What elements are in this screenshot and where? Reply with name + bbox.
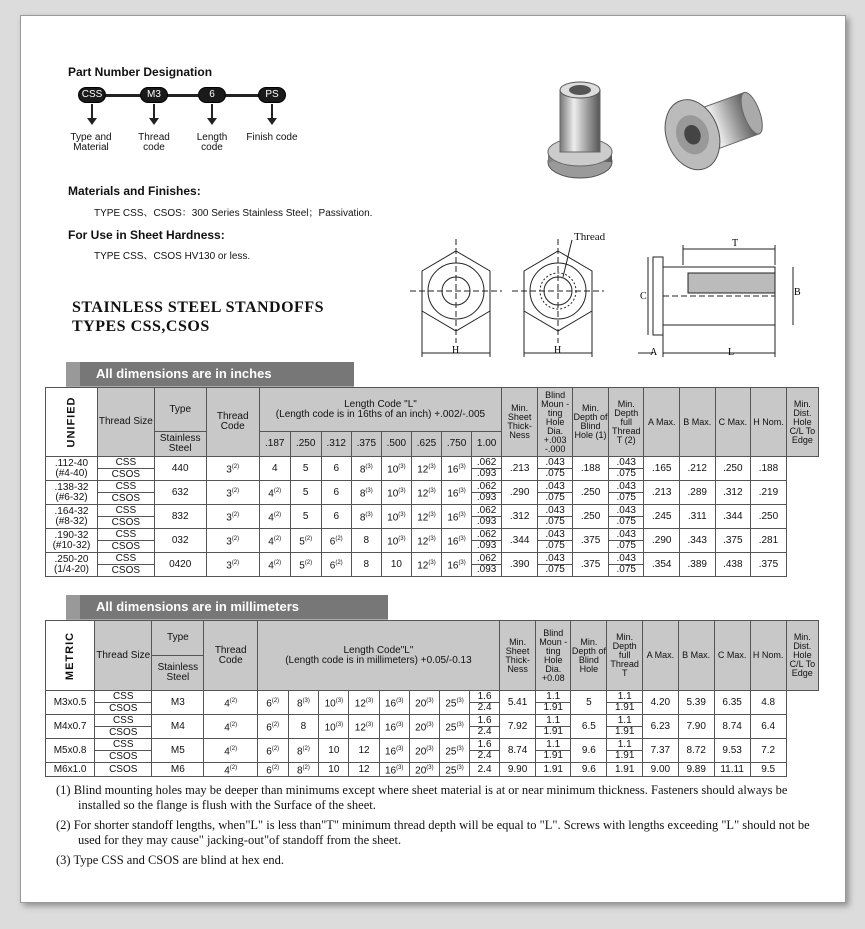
depth-cell: .043 .075 — [538, 553, 573, 577]
hdr-b: B Max. — [678, 621, 714, 691]
hdr-type: Type — [154, 388, 206, 432]
b-cell: .354 — [644, 553, 680, 577]
length-cell: 12$^{(3)}$ — [411, 481, 441, 505]
depth-cell: .043 .075 — [538, 481, 573, 505]
type-cell: CSOS — [98, 541, 155, 553]
length-col: .375 — [351, 432, 381, 457]
type-cell: CSS — [98, 505, 155, 517]
length-cell: 16$^{(3)}$ — [379, 715, 409, 739]
e-cell: .250 — [751, 505, 787, 529]
h-cell: 9.53 — [714, 739, 750, 763]
thread-code-cell: 032 — [154, 529, 206, 553]
a-cell: .043 .075 — [609, 553, 644, 577]
length-cell: 6 — [321, 505, 351, 529]
c-cell: .212 — [680, 457, 716, 481]
h-cell: .312 — [715, 481, 751, 505]
length-col: .625 — [411, 432, 441, 457]
label-thread-code: Thread code — [138, 132, 170, 153]
table-row — [46, 691, 819, 703]
thread-label: Thread — [574, 231, 606, 243]
depth-cell: .043 .075 — [538, 457, 573, 481]
length-cell: 16$^{(3)}$ — [442, 529, 472, 553]
sheet-cell: .062 .093 — [472, 505, 502, 529]
table-row — [46, 457, 819, 469]
length-cell: 10$^{(3)}$ — [319, 691, 349, 715]
length-cell: 10 — [381, 553, 411, 577]
dim-label-h1: H — [452, 345, 460, 356]
t-cell: 9.6 — [571, 763, 607, 777]
length-cell: 10 — [319, 739, 349, 763]
length-col: .250 — [290, 432, 321, 457]
hdr-type: Type — [152, 621, 204, 656]
length-cell: 16$^{(3)}$ — [442, 457, 472, 481]
length-cell: 12$^{(3)}$ — [411, 529, 441, 553]
a-cell: 1.1 1.91 — [607, 715, 643, 739]
type-cell: CSOS — [95, 751, 152, 763]
length-cell: 4$^{(2)}$ — [259, 529, 290, 553]
length-col: .750 — [442, 432, 472, 457]
hdr-min-depth-thread: Min. Depth full Thread T — [607, 621, 643, 691]
length-cell: 4$^{(2)}$ — [204, 739, 257, 763]
t-cell: .188 — [573, 457, 609, 481]
label-type-material: Type and Material — [70, 132, 112, 153]
thread-code-cell: M3 — [152, 691, 204, 715]
length-cell: 10$^{(3)}$ — [381, 457, 411, 481]
length-cell: 8$^{(3)}$ — [351, 505, 381, 529]
hdr-blind-hole: Blind Moun -ting Hole Dia. +0.08 — [536, 621, 571, 691]
inches-banner: All dimensions are in inches — [66, 362, 354, 386]
a-cell: 1.1 1.91 — [607, 691, 643, 715]
h-cell: 6.35 — [714, 691, 750, 715]
length-cell: 10$^{(3)}$ — [381, 529, 411, 553]
label-finish-code: Finish code — [246, 132, 298, 143]
length-cell: 16$^{(3)}$ — [442, 505, 472, 529]
inches-table — [45, 387, 819, 577]
table-row — [46, 481, 819, 493]
length-cell: 16$^{(3)}$ — [442, 481, 472, 505]
length-cell: 5 — [290, 457, 321, 481]
type-cell: CSS — [98, 529, 155, 541]
type-cell: CSS — [95, 715, 152, 727]
length-cell: 16$^{(3)}$ — [379, 739, 409, 763]
sheet-cell: 1.6 2.4 — [470, 739, 500, 763]
hdr-length-code: Length Code "L" (Length code is in 16ths of an inch) +.002/-.005 — [259, 388, 501, 432]
sheet-cell: 1.6 2.4 — [470, 691, 500, 715]
length-cell: 8$^{(3)}$ — [288, 691, 319, 715]
thread-size-cell: M5x0.8 — [46, 739, 95, 763]
footnote-3: (3) Type CSS and CSOS are blind at hex end. — [56, 853, 285, 867]
thread-code-cell: M4 — [152, 715, 204, 739]
length-cell: 12$^{(3)}$ — [411, 553, 441, 577]
length-cell: 6 — [321, 457, 351, 481]
blind-cell: .344 — [502, 529, 538, 553]
type-cell: CSS — [98, 457, 155, 469]
footnote-2: (2) For shorter standoff lengths, when"L" is less than"T" minimum thread depth will be equal to "L". Screws with lengths exceeding "L" should not be used for they may cause" jacking-out"of standoff from the sheet. — [56, 818, 810, 847]
length-cell: 5 — [290, 481, 321, 505]
t-cell: .250 — [573, 481, 609, 505]
length-cell: 16$^{(3)}$ — [379, 763, 409, 777]
e-cell: 4.8 — [750, 691, 786, 715]
b-cell: 7.37 — [642, 739, 678, 763]
hdr-c: C Max. — [715, 388, 751, 457]
down-arrow-icon — [86, 104, 98, 126]
thread-code-cell: 0420 — [154, 553, 206, 577]
type-cell: CSS — [95, 691, 152, 703]
length-cell: 25$^{(3)}$ — [439, 715, 469, 739]
b-cell: .213 — [644, 481, 680, 505]
blind-cell: 9.90 — [499, 763, 535, 777]
thread-size-cell: M6x1.0 — [46, 763, 95, 777]
hdr-min-dist: Min. Dist. Hole C/L To Edge — [786, 388, 818, 457]
hdr-min-dist: Min. Dist. Hole C/L To Edge — [786, 621, 818, 691]
b-cell: 4.20 — [642, 691, 678, 715]
type-cell: CSOS — [98, 565, 155, 577]
hdr-length-code: Length Code"L" (Length code is in millimeters) +0.05/-0.13 — [257, 621, 499, 691]
length-cell: 12$^{(3)}$ — [411, 505, 441, 529]
thread-size-cell: .190-32 (#10-32) — [46, 529, 98, 553]
length-cell: 6$^{(2)}$ — [321, 553, 351, 577]
a-cell: .043 .075 — [609, 505, 644, 529]
thread-size-cell: .112-40 (#4-40) — [46, 457, 98, 481]
thread-size-cell: .250-20 (1/4-20) — [46, 553, 98, 577]
c-cell: 8.72 — [678, 739, 714, 763]
length-cell: 25$^{(3)}$ — [439, 739, 469, 763]
length-col: .500 — [381, 432, 411, 457]
hardness-title: For Use in Sheet Hardness: — [68, 228, 225, 242]
length-cell: 16$^{(3)}$ — [379, 691, 409, 715]
length-cell: 4$^{(2)}$ — [259, 553, 290, 577]
b-cell: .165 — [644, 457, 680, 481]
sheet-cell: 2.4 — [470, 763, 500, 777]
blind-cell: 7.92 — [499, 715, 535, 739]
hdr-min-depth: Min. Depth of Blind Hole — [571, 621, 607, 691]
blind-cell: 8.74 — [499, 739, 535, 763]
length-cell: 6$^{(2)}$ — [257, 691, 288, 715]
technical-drawing-image — [408, 235, 828, 365]
e-cell: 6.4 — [750, 715, 786, 739]
hdr-thread-size: Thread Size — [98, 388, 155, 457]
length-cell: 10$^{(3)}$ — [381, 481, 411, 505]
dim-label-c: C — [640, 291, 647, 302]
depth-cell: 1.1 1.91 — [536, 691, 571, 715]
t-cell: 6.5 — [571, 715, 607, 739]
hdr-a: A Max. — [644, 388, 680, 457]
unified-side-label: UNIFIED — [46, 388, 98, 457]
a-cell: 1.1 1.91 — [607, 739, 643, 763]
length-cell: 25$^{(3)}$ — [439, 763, 469, 777]
mm-table — [45, 620, 819, 777]
length-cell: 4$^{(2)}$ — [259, 481, 290, 505]
length-cell: 20$^{(3)}$ — [409, 739, 439, 763]
length-cell: 3$^{(2)}$ — [206, 481, 259, 505]
length-cell: 4$^{(2)}$ — [259, 505, 290, 529]
e-cell: .281 — [751, 529, 787, 553]
footnotes — [56, 783, 816, 873]
length-cell: 20$^{(3)}$ — [409, 715, 439, 739]
thread-code-cell: 832 — [154, 505, 206, 529]
h-cell: 11.11 — [714, 763, 750, 777]
dim-label-a: A — [650, 347, 658, 358]
depth-cell: 1.91 — [536, 763, 571, 777]
b-cell: 9.00 — [642, 763, 678, 777]
metric-side-label: METRIC — [46, 621, 95, 691]
blind-cell: 5.41 — [499, 691, 535, 715]
depth-cell: .043 .075 — [538, 505, 573, 529]
dim-label-t: T — [732, 238, 739, 249]
length-cell: 16$^{(3)}$ — [442, 553, 472, 577]
down-arrow-icon — [266, 104, 278, 126]
length-cell: 5$^{(2)}$ — [290, 529, 321, 553]
down-arrow-icon — [148, 104, 160, 126]
blind-cell: .213 — [502, 457, 538, 481]
a-cell: .043 .075 — [609, 457, 644, 481]
length-cell: 3$^{(2)}$ — [206, 457, 259, 481]
type-cell: CSOS — [95, 727, 152, 739]
hdr-thread-size: Thread Size — [95, 621, 152, 691]
thread-size-cell: .138-32 (#6-32) — [46, 481, 98, 505]
hdr-thread-code: Thread Code — [206, 388, 259, 457]
type-cell: CSS — [98, 553, 155, 565]
dim-label-b: B — [794, 287, 801, 298]
type-cell: CSS — [98, 481, 155, 493]
length-cell: 4$^{(2)}$ — [204, 715, 257, 739]
c-cell: .311 — [680, 505, 716, 529]
length-col: .312 — [321, 432, 351, 457]
length-cell: 12 — [349, 763, 379, 777]
blind-cell: .390 — [502, 553, 538, 577]
depth-cell: 1.1 1.91 — [536, 715, 571, 739]
sheet-cell: 1.6 2.4 — [470, 715, 500, 739]
length-cell: 8$^{(2)}$ — [288, 763, 319, 777]
e-cell: 7.2 — [750, 739, 786, 763]
length-cell: 12$^{(3)}$ — [411, 457, 441, 481]
length-cell: 3$^{(2)}$ — [206, 505, 259, 529]
length-cell: 6$^{(2)}$ — [257, 763, 288, 777]
hdr-stainless: Stainless Steel — [152, 656, 204, 691]
e-cell: .375 — [751, 553, 787, 577]
code-pill-finish: PS — [258, 87, 286, 103]
down-arrow-icon — [206, 104, 218, 126]
a-cell: 1.91 — [607, 763, 643, 777]
hdr-thread-code: Thread Code — [204, 621, 257, 691]
hdr-a: A Max. — [642, 621, 678, 691]
length-cell: 12$^{(3)}$ — [349, 691, 379, 715]
c-cell: 9.89 — [678, 763, 714, 777]
table-row — [46, 505, 819, 517]
code-pill-thread: M3 — [140, 87, 168, 103]
thread-size-cell: M4x0.7 — [46, 715, 95, 739]
t-cell: .250 — [573, 505, 609, 529]
hdr-h: H Nom. — [750, 621, 786, 691]
thread-size-cell: M3x0.5 — [46, 691, 95, 715]
materials-text: TYPE CSS、CSOS：300 Series Stainless Steel；Passivation. — [94, 208, 373, 219]
b-cell: .290 — [644, 529, 680, 553]
thread-code-cell: M5 — [152, 739, 204, 763]
length-cell: 12$^{(3)}$ — [349, 715, 379, 739]
c-cell: .343 — [680, 529, 716, 553]
dim-label-l: L — [728, 347, 735, 358]
length-cell: 12 — [349, 739, 379, 763]
hdr-stainless: Stainless Steel — [154, 432, 206, 457]
b-cell: .245 — [644, 505, 680, 529]
hdr-h: H Nom. — [751, 388, 787, 457]
mm-banner: All dimensions are in millimeters — [66, 595, 388, 619]
t-cell: .375 — [573, 529, 609, 553]
length-col: 1.00 — [472, 432, 502, 457]
code-pill-length: 6 — [198, 87, 226, 103]
hdr-min-sheet: Min. Sheet Thick- Ness — [499, 621, 535, 691]
t-cell: .375 — [573, 553, 609, 577]
length-cell: 5$^{(2)}$ — [290, 553, 321, 577]
length-cell: 6$^{(2)}$ — [257, 715, 288, 739]
h-cell: 8.74 — [714, 715, 750, 739]
length-cell: 4$^{(2)}$ — [204, 763, 257, 777]
a-cell: .043 .075 — [609, 481, 644, 505]
type-cell: CSOS — [98, 469, 155, 481]
dim-label-h2: H — [554, 345, 562, 356]
e-cell: .188 — [751, 457, 787, 481]
h-cell: .344 — [715, 505, 751, 529]
length-cell: 25$^{(3)}$ — [439, 691, 469, 715]
length-cell: 4 — [259, 457, 290, 481]
hdr-blind-hole: Blind Moun -ting Hole Dia. +.003 -.000 — [538, 388, 573, 457]
length-cell: 5 — [290, 505, 321, 529]
sheet-cell: .062 .093 — [472, 553, 502, 577]
depth-cell: .043 .075 — [538, 529, 573, 553]
length-cell: 8 — [288, 715, 319, 739]
length-cell: 6$^{(2)}$ — [257, 739, 288, 763]
length-col: .187 — [259, 432, 290, 457]
length-cell: 6$^{(2)}$ — [321, 529, 351, 553]
type-cell: CSOS — [95, 763, 152, 777]
table-row — [46, 763, 819, 777]
length-cell: 8 — [351, 529, 381, 553]
c-cell: .389 — [680, 553, 716, 577]
sheet-cell: .062 .093 — [472, 481, 502, 505]
part-number-line — [92, 94, 274, 97]
hdr-c: C Max. — [714, 621, 750, 691]
length-cell: 4$^{(2)}$ — [204, 691, 257, 715]
t-cell: 5 — [571, 691, 607, 715]
depth-cell: 1.1 1.91 — [536, 739, 571, 763]
product-photo-image — [540, 72, 770, 192]
type-cell: CSOS — [95, 703, 152, 715]
t-cell: 9.6 — [571, 739, 607, 763]
hdr-min-depth: Min. Depth of Blind Hole (1) — [573, 388, 609, 457]
hdr-b: B Max. — [680, 388, 716, 457]
h-cell: .375 — [715, 529, 751, 553]
main-title: STAINLESS STEEL STANDOFFS TYPES CSS,CSOS — [72, 299, 324, 335]
length-cell: 3$^{(2)}$ — [206, 529, 259, 553]
length-cell: 8 — [351, 553, 381, 577]
length-cell: 10$^{(3)}$ — [381, 505, 411, 529]
length-cell: 10$^{(3)}$ — [319, 715, 349, 739]
length-cell: 8$^{(3)}$ — [351, 481, 381, 505]
e-cell: 9.5 — [750, 763, 786, 777]
thread-code-cell: 632 — [154, 481, 206, 505]
b-cell: 6.23 — [642, 715, 678, 739]
h-cell: .438 — [715, 553, 751, 577]
c-cell: 7.90 — [678, 715, 714, 739]
type-cell: CSS — [95, 739, 152, 751]
length-cell: 8$^{(3)}$ — [351, 457, 381, 481]
materials-title: Materials and Finishes: — [68, 184, 201, 198]
c-cell: 5.39 — [678, 691, 714, 715]
table-row — [46, 553, 819, 565]
length-cell: 20$^{(3)}$ — [409, 763, 439, 777]
e-cell: .219 — [751, 481, 787, 505]
length-cell: 20$^{(3)}$ — [409, 691, 439, 715]
hdr-min-sheet: Min. Sheet Thick- Ness — [502, 388, 538, 457]
c-cell: .289 — [680, 481, 716, 505]
a-cell: .043 .075 — [609, 529, 644, 553]
type-cell: CSOS — [98, 493, 155, 505]
length-cell: 8$^{(2)}$ — [288, 739, 319, 763]
footnote-1: (1) Blind mounting holes may be deeper than minimums except where sheet material is at or near minimum thickness. Fasteners should always be installed so the flange is flush with the Surface of the sheet. — [56, 783, 788, 812]
label-length-code: Length code — [196, 132, 228, 153]
h-cell: .250 — [715, 457, 751, 481]
hdr-min-depth-thread: Min. Depth full Thread T (2) — [609, 388, 644, 457]
length-cell: 10 — [319, 763, 349, 777]
table-row — [46, 529, 819, 541]
part-number-title: Part Number Designation — [68, 65, 213, 79]
length-cell: 3$^{(2)}$ — [206, 553, 259, 577]
length-cell: 6 — [321, 481, 351, 505]
hardness-text: TYPE CSS、CSOS HV130 or less. — [94, 251, 251, 262]
type-cell: CSOS — [98, 517, 155, 529]
blind-cell: .312 — [502, 505, 538, 529]
thread-size-cell: .164-32 (#8-32) — [46, 505, 98, 529]
sheet-cell: .062 .093 — [472, 457, 502, 481]
blind-cell: .290 — [502, 481, 538, 505]
sheet-cell: .062 .093 — [472, 529, 502, 553]
table-row — [46, 739, 819, 751]
code-pill-type: CSS — [78, 87, 106, 103]
thread-code-cell: M6 — [152, 763, 204, 777]
thread-code-cell: 440 — [154, 457, 206, 481]
table-row — [46, 715, 819, 727]
